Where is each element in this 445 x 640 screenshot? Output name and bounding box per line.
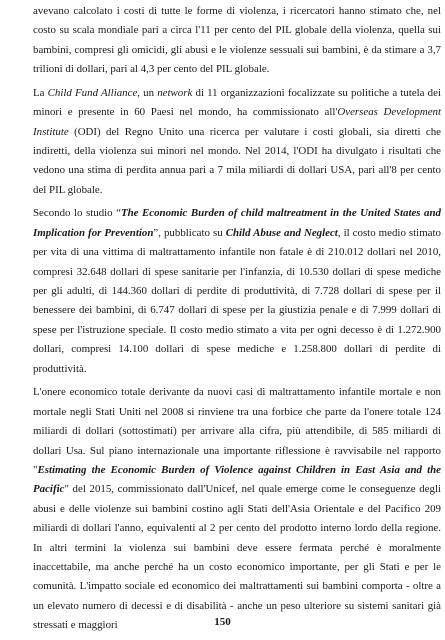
emphasized-text: The Economic Burden of child maltreatment in the United States and Implication for Prevention [33, 207, 441, 239]
text-run: di 11 organizzazioni focalizzate su politiche a tutela dei minori e presente in 60 Paesi nel mondo, ha commissionato all' [33, 86, 441, 119]
text-run: avevano calcolato i costi di tutte le forme di violenza, i ricercatori hanno stimato che, nel costo su scala mondiale pari a circa l'11 per cento del PIL globale della violenza, quella sui bambini, compresi gli omicidi, gli abusi e le violenze sessuali sui bambini, è da stimare a 3,7 trilioni di dollari, pari al 4,3 per cento del PIL globale. [33, 5, 441, 76]
text-run: ”, pubblicato su [153, 226, 226, 239]
paragraph-3 [33, 204, 441, 379]
text-run: , un [137, 86, 158, 99]
emphasized-text: Child Abuse and Neglect [225, 226, 338, 239]
text-run: Secondo lo studio “ [33, 207, 121, 220]
emphasized-text: Overseas Development Institute [33, 106, 442, 138]
text-run: (ODI) del Regno Unito una ricerca per valutare i costi globali, sia diretti che indiretti, della violenza sui minori nel mondo. Nel 2014, l'ODI ha divulgato i risultati che vedono una stima di perdita annua pari a 7 mila miliardi di dollari USA, pari all'8 per cento del PIL globale. [33, 125, 441, 196]
text-run: La [33, 86, 48, 99]
document-body [33, 2, 441, 636]
text-run: " del 2015, commissionato dall'Unicef, nel quale emerge come le conseguenze degli abusi e delle violenze sui bambini costino agli Stati dell'Asia Orientale e del Pacifico 209 miliardi di dollari l'anno, equivalenti al 2 per cento del prodotto interno lordo della regione. In altri termini la violenza sui bambini deve essere fermata perché è moralmente inaccettabile, ma anche perché ha un costo economico importante, per gli Stati e per le comunità. L'impatto sociale ed economico dei maltrattamenti sui bambini comporta - oltre a un elevato numero di decessi e di disabilità - anche un peso ulteriore su sistemi sanitari già stressati e maggiori [33, 483, 441, 632]
page-number: 150 [214, 616, 231, 628]
text-run: , il costo medio stimato per vita di una vittima di maltrattamento infantile non fatale è di 210.012 dollari nel 2010, compresi 32.648 dollari di spese sanitarie per l'infanzia, di 10.530 dollari di spese mediche per gli adulti, di 144.360 dollari di perdite di produttività, di 7.728 dollari di spese per il benessere dei bambini, di 6.747 dollari di spese per la giustizia penale e di 7.999 dollari di spese per l'istruzione speciale. Il costo medio stimato a vita per ogni decesso è di 1.272.900 dollari, compresi 14.100 dollari di spese mediche e 1.258.800 dollari di perdite di produttività. [33, 226, 441, 375]
emphasized-text: Estimating the Economic Burden of Violence against Children in East Asia and the Pacific [33, 463, 441, 496]
paragraph-4 [33, 383, 441, 635]
text-run: L'onere economico totale derivante da nuovi casi di maltrattamento infantile mortale e non mortale negli Stati Uniti nel 2008 si rinviene tra una forbice che parte da l'onere totale 124 miliardi di dollari (sottostimati) per arrivare alla cifra, più attendibile, di 585 miliardi di dollari Usa. Sul piano internazionale una importante riflessione è ravvisabile nel rapporto " [33, 386, 441, 476]
paragraph-2 [33, 84, 441, 200]
emphasized-text: Child Fund Alliance [47, 86, 138, 99]
emphasized-text: network [157, 86, 193, 99]
paragraph-1 [33, 2, 441, 80]
